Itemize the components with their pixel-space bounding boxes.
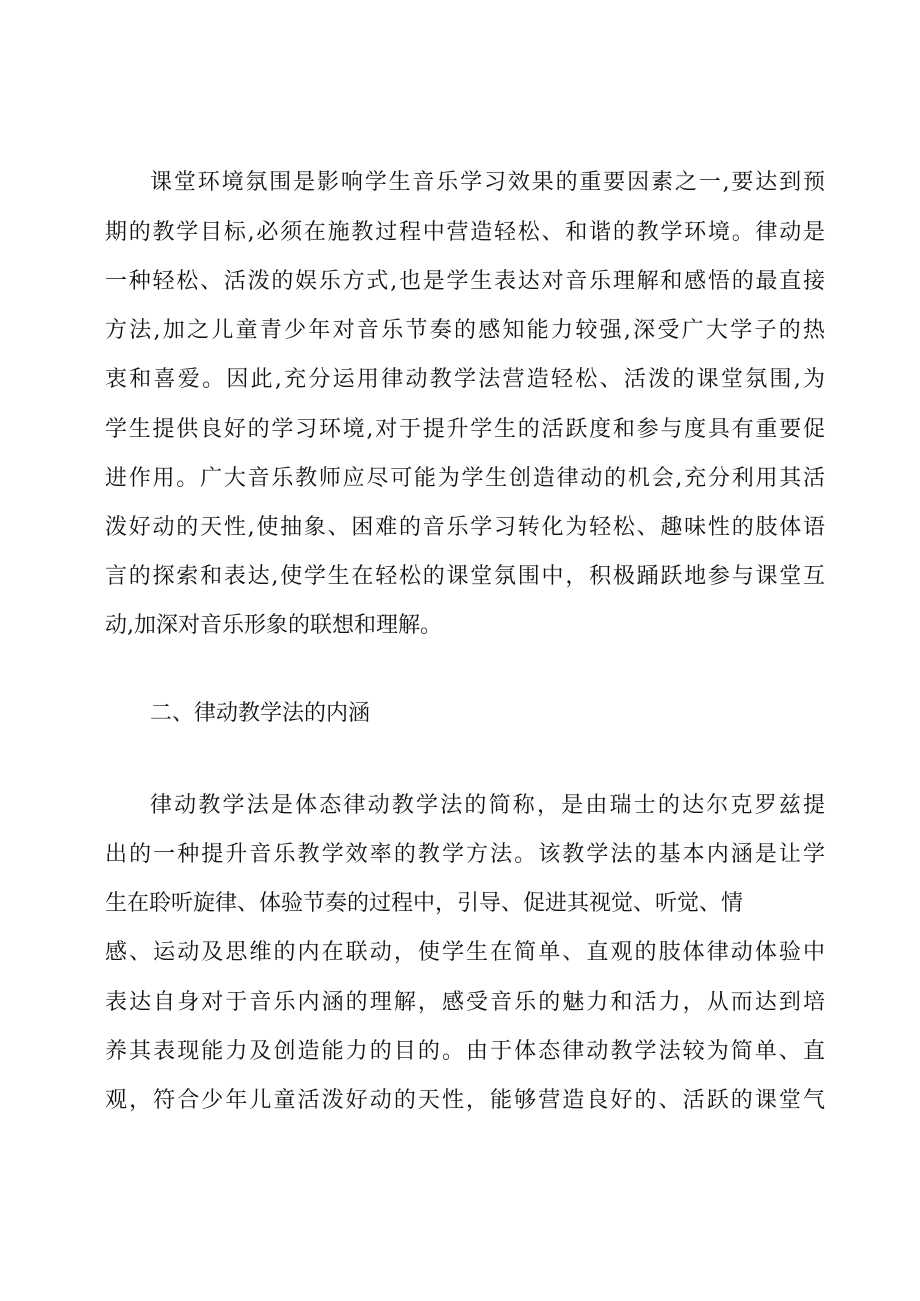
paragraph-line: 衷和喜爱。因此,充分运用律动教学法营造轻松、活泼的课堂氛围,为 <box>105 367 825 392</box>
paragraph-line: 感、运动及思维的内在联动，使学生在简单、直观的肢体律动体验中 <box>105 940 825 965</box>
paragraph-line: 期的教学目标,必须在施教过程中营造轻松、和谐的教学环境。律动是 <box>105 220 825 245</box>
paragraph-line: 观，符合少年儿童活泼好动的天性，能够营造良好的、活跃的课堂气 <box>105 1088 825 1113</box>
paragraph-line: 动,加深对音乐形象的联想和理解。 <box>105 613 442 638</box>
paragraph-line: 课堂环境氛围是影响学生音乐学习效果的重要因素之一,要达到预 <box>150 170 825 195</box>
section-heading: 二、律动教学法的内涵 <box>150 701 371 726</box>
paragraph-line: 方法,加之儿童青少年对音乐节奏的感知能力较强,深受广大学子的热 <box>105 318 825 343</box>
paragraph-line: 进作用。广大音乐教师应尽可能为学生创造律动的机会,充分利用其活 <box>105 466 825 491</box>
paragraph-line: 生在聆听旋律、体验节奏的过程中，引导、促进其视觉、听觉、情 <box>105 891 744 916</box>
paragraph-line: 泼好动的天性,使抽象、困难的音乐学习转化为轻松、趣味性的肢体语 <box>105 515 825 540</box>
paragraph-line: 出的一种提升音乐教学效率的教学方法。该教学法的基本内涵是让学 <box>105 842 825 867</box>
paragraph-line: 律动教学法是体态律动教学法的简称，是由瑞士的达尔克罗兹提 <box>150 793 825 818</box>
paragraph-line: 一种轻松、活泼的娱乐方式,也是学生表达对音乐理解和感悟的最直接 <box>105 269 825 294</box>
paragraph-line: 养其表现能力及创造能力的目的。由于体态律动教学法较为简单、直 <box>105 1039 825 1064</box>
paragraph-line: 表达自身对于音乐内涵的理解，感受音乐的魅力和活力，从而达到培 <box>105 990 825 1015</box>
paragraph-line: 学生提供良好的学习环境,对于提升学生的活跃度和参与度具有重要促 <box>105 417 825 442</box>
paragraph-line: 言的探索和表达,使学生在轻松的课堂氛围中，积极踊跃地参与课堂互 <box>105 564 825 589</box>
